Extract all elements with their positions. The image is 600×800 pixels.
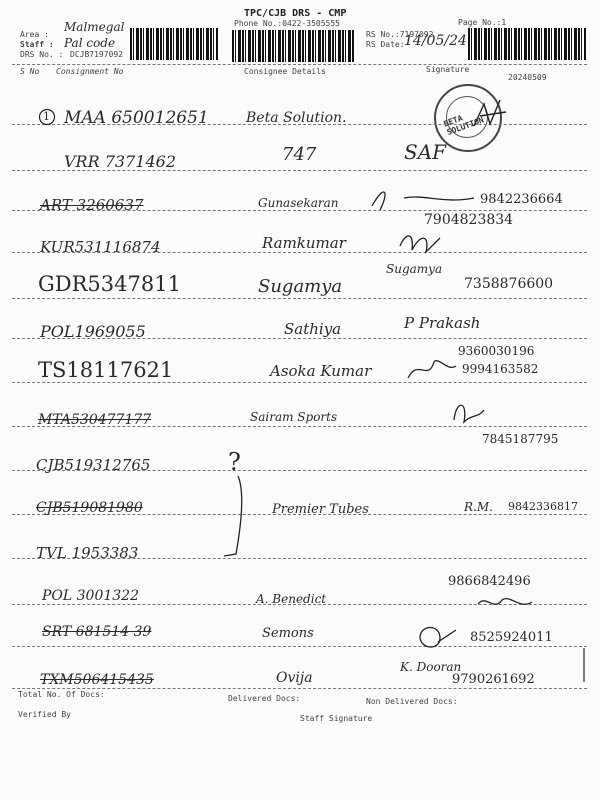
drs-no-label: DRS No. : <box>20 50 64 59</box>
stamp-text: BETA SOLUTION <box>442 113 485 138</box>
rs-number: RS No.:7197092 <box>366 30 434 39</box>
consignee-name: Premier Tubes <box>272 502 369 517</box>
barcode-left <box>130 28 218 60</box>
consignment-number: SRT 681514 39 <box>42 624 152 640</box>
phone-number-handwritten: 7904823834 <box>424 212 514 228</box>
consignment-number: KUR531116874 <box>40 238 161 256</box>
consignment-number: TXM506415435 <box>40 672 154 688</box>
bracket-line <box>220 470 250 560</box>
delivered-docs-label: Delivered Docs: <box>228 694 301 703</box>
consignee-name: Sathiya <box>284 320 342 338</box>
consignment-number: GDR5347811 <box>38 272 181 296</box>
consignment-number: CJB519081980 <box>36 500 143 516</box>
consignee-name: Beta Solution. <box>246 110 347 126</box>
signature-mark: R.M. <box>464 500 493 514</box>
drs-no-value: DCJB7197092 <box>70 50 123 59</box>
consignee-name: Ramkumar <box>262 234 346 252</box>
area-value: Malmegal <box>64 20 125 34</box>
column-date-marker: 20240509 <box>508 73 547 82</box>
row-divider <box>12 382 587 383</box>
signature-scribble <box>476 592 536 614</box>
phone-number-handwritten: 9842236664 <box>480 192 563 207</box>
phone-number-handwritten: 8525924011 <box>470 630 553 645</box>
non-delivered-docs-label: Non Delivered Docs: <box>366 697 458 706</box>
signature-mark: Sugamya <box>386 262 443 276</box>
total-docs-label: Total No. Of Docs: <box>18 690 105 699</box>
question-mark: ? <box>228 448 241 476</box>
consignee-name: Semons <box>262 626 314 641</box>
header-divider-top <box>12 64 587 65</box>
signature-scribble <box>470 96 520 136</box>
phone-number-handwritten: 9866842496 <box>448 574 531 589</box>
consignee-name: Sairam Sports <box>250 410 338 424</box>
consignment-number: CJB519312765 <box>36 456 151 474</box>
staff-value: Pal code <box>64 36 116 50</box>
row-divider <box>12 298 587 299</box>
phone-number: Phone No.:0422-3505555 <box>234 19 340 28</box>
consignment-number: ART 3260637 <box>40 196 144 214</box>
consignment-number: MTA530477177 <box>38 412 152 428</box>
consignee-name: Gunasekaran <box>258 196 339 210</box>
consignment-number: VRR 7371462 <box>64 152 176 171</box>
row-divider <box>12 688 587 689</box>
consignment-number: TS18117621 <box>38 358 174 382</box>
signature-scribble <box>410 620 460 656</box>
row-divider <box>12 646 587 647</box>
signature-scribble <box>448 396 488 430</box>
area-label: Area : <box>20 30 49 39</box>
signature-mark: P Prakash <box>404 314 481 332</box>
rs-date-value: 14/05/24 <box>404 33 467 49</box>
column-signature: Signature <box>426 65 470 74</box>
consignee-name: Sugamya <box>258 276 343 297</box>
signature-mark: SAF <box>404 140 447 164</box>
column-consignee: Consignee Details <box>244 67 326 76</box>
signature-mark: K. Dooran <box>400 660 462 674</box>
consignee-name: A. Benedict <box>256 592 327 606</box>
margin-scribble <box>580 646 588 686</box>
consignee-name: 747 <box>282 144 317 165</box>
consignment-number: TVL 1953383 <box>36 544 139 562</box>
signature-scribble <box>364 180 484 220</box>
phone-number-handwritten: 9994163582 <box>462 362 539 376</box>
consignee-name: Asoka Kumar <box>270 362 372 380</box>
barcode-center <box>232 30 354 62</box>
page-number: Page No.:1 <box>458 18 507 27</box>
row-number: 1 <box>43 110 50 123</box>
consignment-number: POL1969055 <box>40 322 146 341</box>
consignee-name: Ovija <box>276 670 313 686</box>
phone-number-handwritten: 9842336817 <box>508 500 578 513</box>
barcode-right <box>468 28 586 60</box>
phone-number-handwritten: 7845187795 <box>482 432 559 446</box>
column-sno: S No <box>20 67 40 76</box>
document-title: TPC/CJB DRS - CMP <box>244 8 347 19</box>
column-consignment: Consignment No <box>56 67 124 76</box>
verified-by-label: Verified By <box>18 710 71 719</box>
phone-number-handwritten: 7358876600 <box>464 276 554 292</box>
consignment-number: POL 3001322 <box>42 588 139 604</box>
signature-scribble <box>404 352 460 386</box>
staff-label: Staff : <box>20 40 54 49</box>
rs-date-label: RS Date: <box>366 40 405 49</box>
phone-number-handwritten: 9360030196 <box>458 344 535 358</box>
consignment-number: MAA 650012651 <box>64 108 209 128</box>
staff-signature-label: Staff Signature <box>300 714 373 723</box>
signature-scribble <box>396 230 446 258</box>
phone-number-handwritten: 9790261692 <box>452 672 535 687</box>
